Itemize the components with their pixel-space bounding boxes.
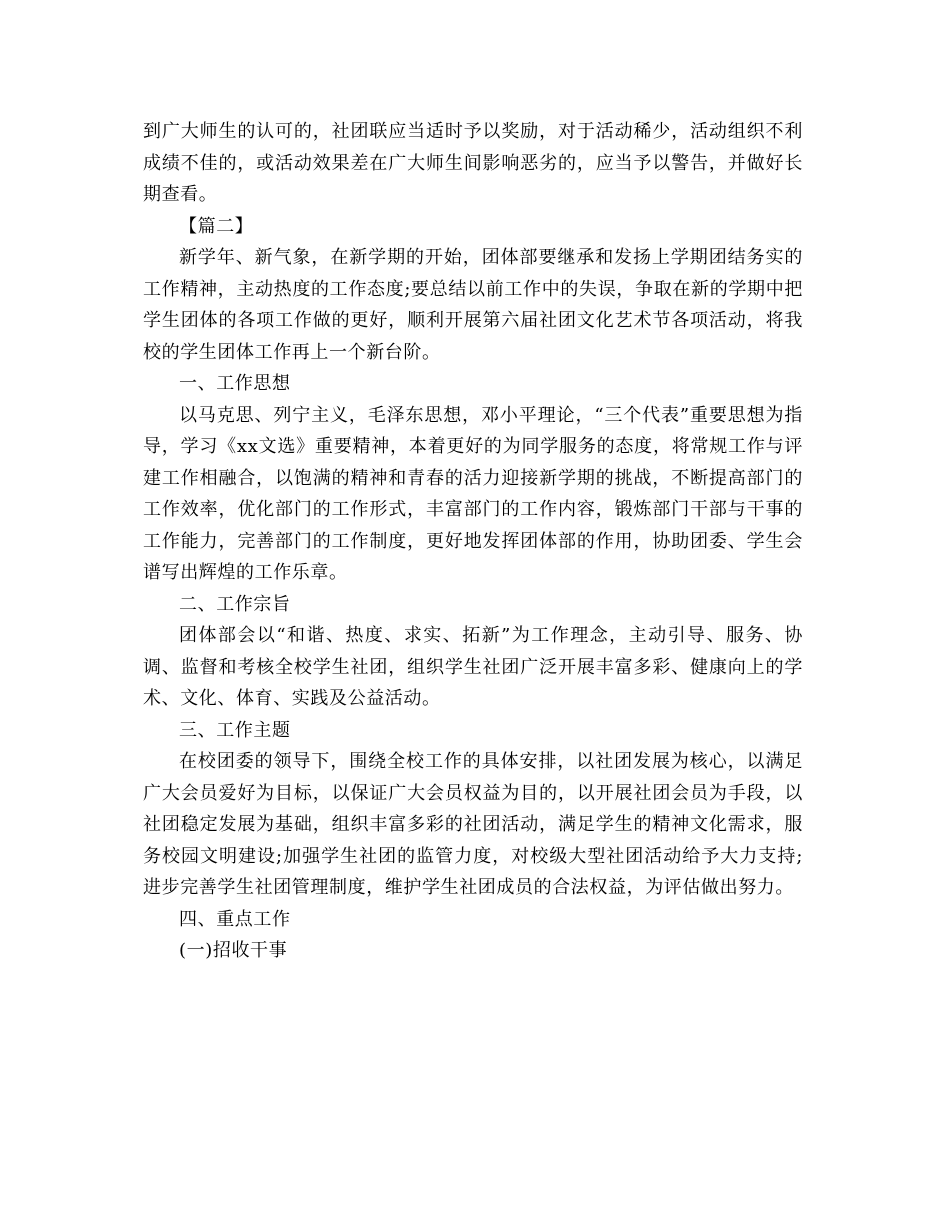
heading-work-thought: 一、工作思想	[179, 373, 291, 394]
heading-work-purpose: 二、工作宗旨	[179, 593, 291, 615]
heading-key-work: 四、重点工作	[179, 908, 291, 930]
section-label-part-two: 【篇二】	[179, 215, 254, 237]
heading-work-theme: 三、工作主题	[179, 719, 291, 741]
document-body	[143, 116, 803, 967]
paragraph-work-purpose: 团体部会以“和谐、热度、求实、拓新”为工作理念，主动引导、服务、协调、监督和考核全校学生社团，组织学生社团广泛开展丰富多彩、健康向上的学术、文化、体育、实践及公益活动。	[143, 625, 803, 709]
paragraph-work-theme: 在校团委的领导下，围绕全校工作的具体安排，以社团发展为核心，以满足广大会员爱好为目标，以保证广大会员权益为目的，以开展社团会员为手段，以社团稳定发展为基础，组织丰富多彩的社团活动，满足学生的精神文化需求，服务校园文明建设;加强学生社团的监管力度，对校级大型社团活动给予大力支持;进步完善学生社团管理制度，维护学生社团成员的合法权益，为评估做出努力。	[143, 751, 803, 898]
paragraph-continuation: 到广大师生的认可的，社团联应当适时予以奖励，对于活动稀少，活动组织不利成绩不佳的，或活动效果差在广大师生间影响恶劣的，应当予以警告，并做好长期查看。	[143, 121, 803, 205]
paragraph-intro: 新学年、新气象，在新学期的开始，团体部要继承和发扬上学期团结务实的工作精神，主动热度的工作态度;要总结以前工作中的失误，争取在新的学期中把学生团体的各项工作做的更好，顺利开展第六届社团文化艺术节各项活动，将我校的学生团体工作再上一个新台阶。	[143, 247, 803, 363]
paragraph-work-thought: 以马克思、列宁主义，毛泽东思想，邓小平理论，“三个代表”重要思想为指导，学习《xx文选》重要精神，本着更好的为同学服务的态度，将常规工作与评建工作相融合，以饱满的精神和青春的活力迎接新学期的挑战，不断提高部门的工作效率，优化部门的工作形式，丰富部门的工作内容，锻炼部门干部与干事的工作能力，完善部门的工作制度，更好地发挥团体部的作用，协助团委、学生会谱写出辉煌的工作乐章。	[143, 404, 803, 583]
subheading-recruit-staff: (一)招收干事	[179, 940, 288, 961]
